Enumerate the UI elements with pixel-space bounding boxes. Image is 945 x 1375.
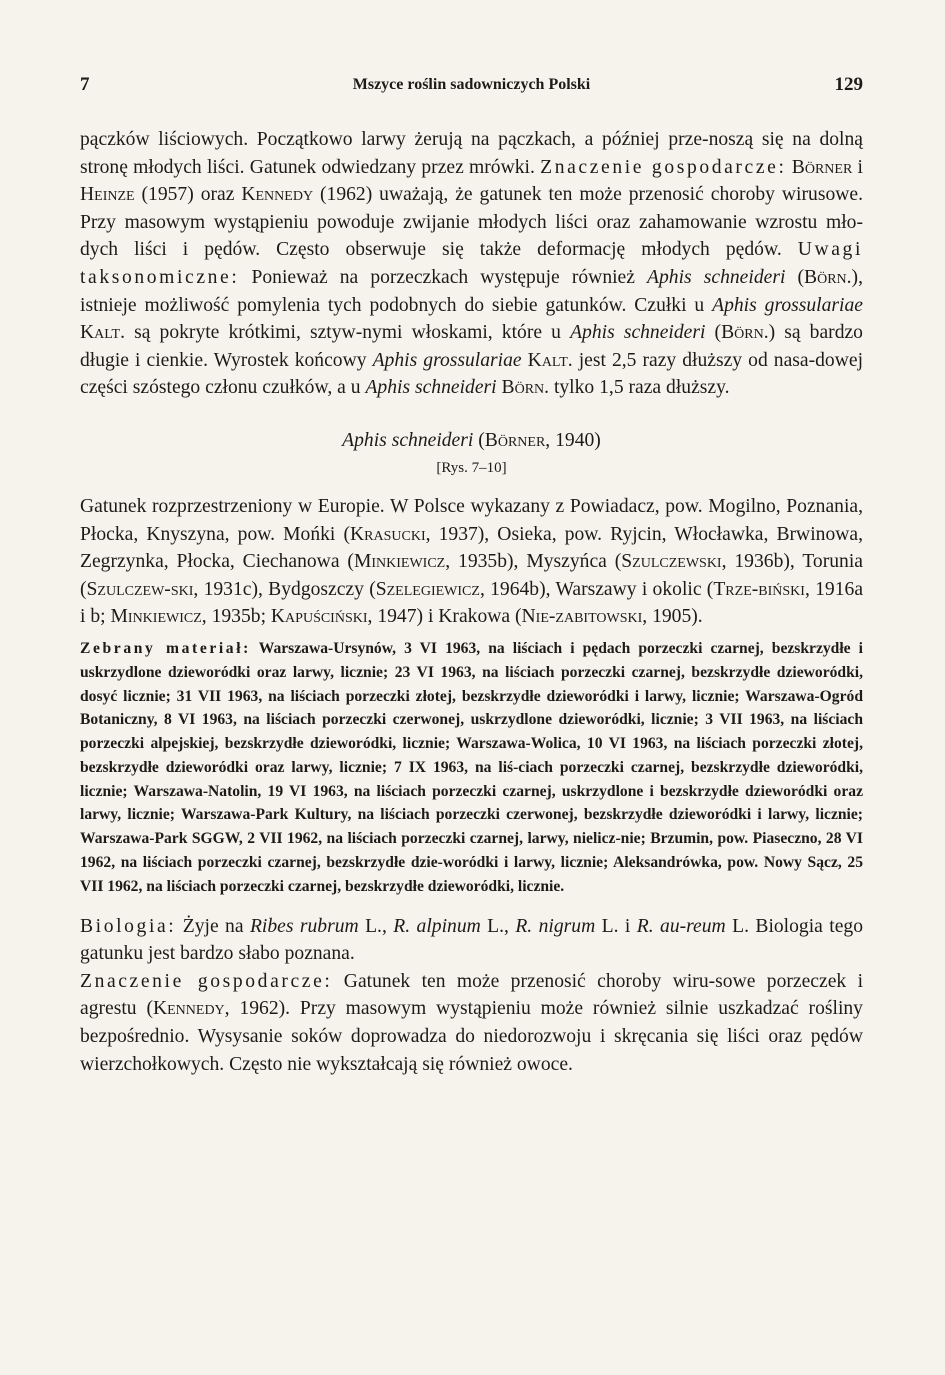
species-heading: Aphis schneideri (Börner, 1940) xyxy=(342,429,601,451)
author-name: Börn. xyxy=(721,322,769,344)
spacer xyxy=(80,899,863,913)
section-heading-material: Zebrany materiał: xyxy=(80,639,251,657)
author-name: Kalt. xyxy=(80,322,125,344)
author-name: Börn. xyxy=(501,377,550,399)
species-name: Ribes rubrum xyxy=(249,915,359,937)
running-title: Mszyce roślin sadowniczych Polski xyxy=(352,76,591,93)
author-name: Kapuściński xyxy=(270,606,368,628)
paragraph-collected-material: Zebrany materiał: Warszawa-Ursynów, 3 VI 1963, na liściach i pędach porzeczki czarnej, bezskrzydłe i uskrzydlone dzieworódki oraz larwy, licznie; 23 VI 1963, na liściach porzeczki czarnej, bezskrzydłe dzieworódki, dosyć licznie; 31 VII 1963, na liściach porzeczki złotej, bezskrzydłe dzieworódki i larwy, licznie; Warszawa-Ogród Botaniczny, 8 VI 1963, na liściach porzeczki czerwonej, uskrzydlone dzieworódki, licznie; 3 VII 1963, na liściach porzeczki alpejskiej, bezskrzydłe dzieworódki, licznie; Warszawa-Wolica, 10 VI 1963, na liściach porzeczki złotej, bezskrzydłe dzieworódki oraz larwy, licznie; 7 IX 1963, na liś-ciach porzeczki czarnej, bezskrzydłe dzieworódki, licznie; Warszawa-Natolin, 19 VI 1963, na liściach porzeczki czarnej, uskrzydlone i bezskrzydłe dzieworódki oraz larwy, licznie; Warszawa-Park Kultury, na liściach porzeczki czerwonej, bezskrzydłe dzieworódki i larwy, licznie; Warszawa-Park SGGW, 2 VII 1962, na liściach porzeczki czarnej, larwy, nielicz-nie; Brzumin, pow. Piaseczno, 28 VI 1962, na liściach porzeczki czarnej, bezskrzydłe dzie-woródki i larwy, licznie; Aleksandrówka, pow. Nowy Sącz, 25 VII 1962, na liściach porzeczki czarnej, bezskrzydłe dzieworódki, licznie. xyxy=(80,639,863,895)
author-name: Szulczew-ski xyxy=(86,578,194,600)
section-heading-economic: Znaczenie gospodarcze: xyxy=(540,156,787,178)
author-name: Nie-zabitowski xyxy=(521,606,643,628)
species-heading-author: Börner xyxy=(484,429,546,451)
author-name: Minkiewicz xyxy=(110,606,202,628)
author-name: Krasucki xyxy=(350,523,426,545)
author-name: Kennedy xyxy=(241,184,314,206)
paragraph-economic-importance: Znaczenie gospodarcze: Gatunek ten może przenosić choroby wiru-sowe porzeczek i agrestu (Kennedy, 1962). Przy masowym wystąpieniu może również silnie uszkadzać rośliny bezpośrednio. Wysysanie soków doprowadza do niedorozwoju i skręcania się liści oraz pędów wierzchołkowych. Często nie wykształcają się również owoce. xyxy=(80,970,864,1075)
paragraph-description: pączków liściowych. Początkowo larwy żerują na pączkach, a później prze-noszą się na dolną stronę młodych liści. Gatunek odwiedzany przez mrówki. Znaczenie gospodarcze: Börner i Heinze (1957) oraz Kennedy (1962) uważają, że gatunek ten może przenosić choroby wirusowe. Przy masowym wystąpieniu powoduje zwijanie młodych liści oraz zahamowanie wzrostu mło-dych liści i pędów. Często obserwuje się także deformację młodych pędów. Uwagi taksonomiczne: Ponieważ na porzeczkach występuje również Aphis schneideri (Börn.), istnieje możliwość pomylenia tych podobnych do siebie gatunków. Czułki u Aphis grossulariae Kalt. są pokryte krótkimi, sztyw-nymi włoskami, które u Aphis schneideri (Börn.) są bardzo długie i cienkie. Wyrostek końcowy Aphis grossulariae Kalt. jest 2,5 razy dłuższy od nasa-dowej części szóstego członu czułków, a u Aphis schneideri Börn. tylko 1,5 raza dłuższy. xyxy=(80,129,864,399)
author-name: Kennedy xyxy=(152,998,225,1020)
species-heading-name: Aphis schneideri xyxy=(342,429,474,451)
author-name: Börner xyxy=(791,156,853,178)
section-heading-taxonomy: Uwagi taksonomiczne: xyxy=(80,239,863,288)
section-heading-biology: Biologia: xyxy=(80,915,177,937)
figure-reference: [Rys. 7–10] xyxy=(436,459,507,476)
running-header xyxy=(80,74,863,104)
species-name: R. alpinum xyxy=(393,915,481,937)
species-name: Aphis schneideri xyxy=(365,377,497,399)
paragraph-biology: Biologia: Żyje na Ribes rubrum L., R. alpinum L., R. nigrum L. i R. au-reum L. Biologia tego gatunku jest bardzo słabo poznana. xyxy=(80,915,863,965)
species-name: R. nigrum xyxy=(515,915,596,937)
paragraph-distribution: Gatunek rozprzestrzeniony w Europie. W Polsce wykazany z Powiadacz, pow. Mogilno, Poznania, Płocka, Knyszyna, pow. Mońki (Krasucki, 1937), Osieka, pow. Ryjcin, Włocławka, Brwinowa, Zegrzynka, Płocka, Ciechanowa (Minkiewicz, 1935b), Myszyńca (Szulczewski, 1936b), Torunia (Szulczew-ski, 1931c), Bydgoszczy (Szelegiewicz, 1964b), Warszawy i okolic (Trze-biński, 1916a i b; Minkiewicz, 1935b; Kapuściński, 1947) i Krakowa (Nie-zabitowski, 1905). xyxy=(80,495,864,628)
author-name: Szulczewski xyxy=(621,551,722,573)
species-name: Aphis schneideri xyxy=(647,266,786,288)
species-name: Aphis grossulariae xyxy=(372,349,522,371)
author-name: Minkiewicz xyxy=(353,551,446,573)
author-name: Kalt. xyxy=(527,349,573,371)
author-name: Heinze xyxy=(80,184,135,206)
species-name: R. au-reum xyxy=(636,915,726,937)
species-name: Aphis schneideri xyxy=(570,322,706,344)
species-name: Aphis grossulariae xyxy=(712,294,863,316)
section-heading-economic: Znaczenie gospodarcze: xyxy=(80,970,333,992)
chapter-number: 7 xyxy=(80,74,90,95)
page-number: 129 xyxy=(834,74,863,95)
author-name: Trze-biński xyxy=(713,578,805,600)
author-name: Börn. xyxy=(804,266,852,288)
author-name: Szelegiewicz xyxy=(375,578,480,600)
page-body xyxy=(80,126,863,1078)
